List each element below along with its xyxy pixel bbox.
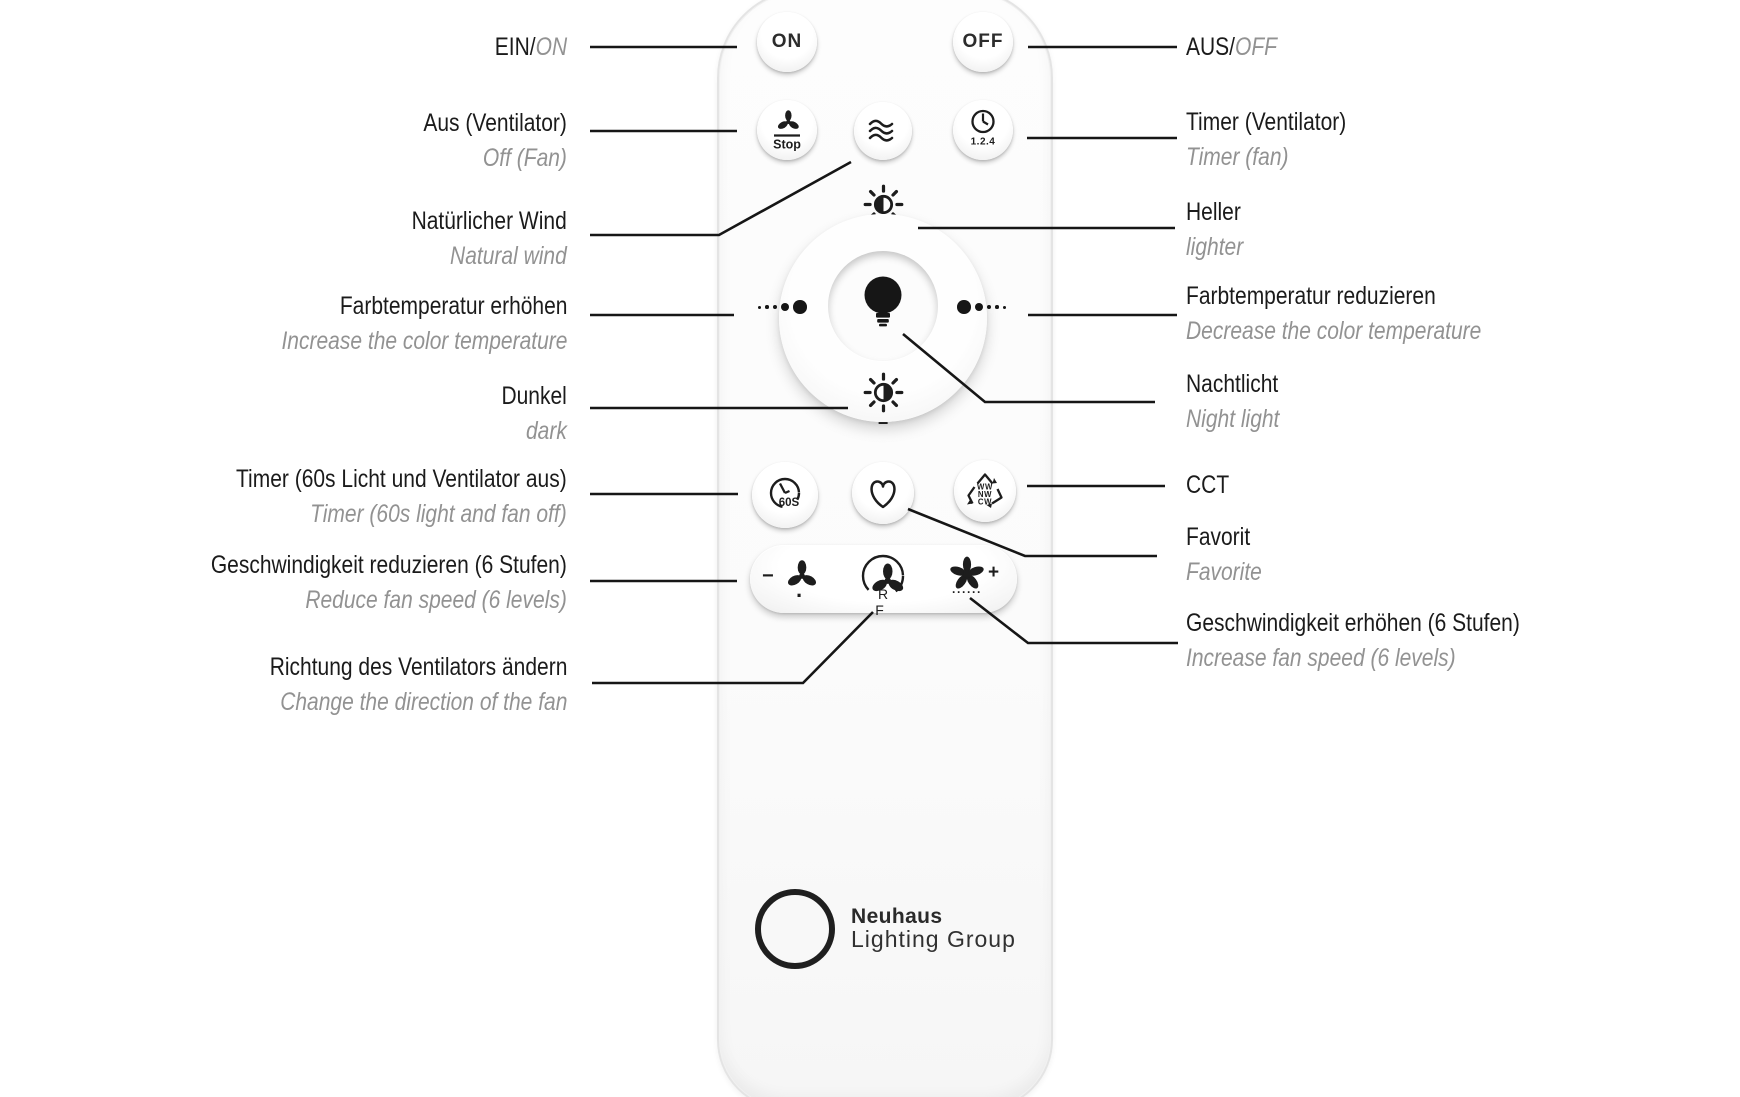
label-farbtemp-erhoehen: Farbtemperatur erhöhen Increase the color temperature xyxy=(281,292,567,355)
color-temp-down-button[interactable] xyxy=(957,297,1006,317)
on-label: ON xyxy=(771,31,803,52)
color-temp-up-button[interactable] xyxy=(758,297,807,317)
power-off-button[interactable] xyxy=(953,12,1013,72)
cct-button[interactable] xyxy=(954,460,1016,522)
favorite-button[interactable] xyxy=(852,462,914,524)
clock-124-icon xyxy=(960,106,1006,154)
label-nachtlicht: Nachtlicht Night light xyxy=(1186,370,1280,433)
rf-label: R F xyxy=(875,586,896,618)
fan-speed-pill xyxy=(750,545,1017,618)
dot xyxy=(957,300,971,314)
dot xyxy=(1003,306,1006,309)
timer-60s-icon xyxy=(759,470,811,520)
label-natuerlicher-wind: Natürlicher Wind Natural wind xyxy=(411,207,567,270)
dot xyxy=(987,305,992,310)
fan-timer-button[interactable] xyxy=(953,100,1013,160)
minus-glyph: − xyxy=(877,413,889,433)
label-aus-off xyxy=(1186,30,1277,65)
dot xyxy=(758,306,761,309)
dot xyxy=(975,303,983,311)
svg-text:WW: WW xyxy=(977,482,993,492)
minus-glyph: − xyxy=(762,565,774,587)
dot xyxy=(995,305,999,309)
label-heller: Heller lighter xyxy=(1186,198,1244,261)
label-dunkel: Dunkel dark xyxy=(501,382,567,445)
label-favorit: Favorit Favorite xyxy=(1186,523,1262,586)
svg-text:NW: NW xyxy=(977,490,993,499)
dot xyxy=(793,300,807,314)
sun-half-dim-icon xyxy=(862,371,905,414)
off-label: OFF xyxy=(962,31,1004,52)
label-farbtemp-reduzieren: Farbtemperatur reduzieren Decrease the color temperature xyxy=(1186,282,1482,345)
wave-icon xyxy=(861,109,905,153)
label-timer-60s: Timer (60s Licht und Ventilator aus) Timer (60s light and fan off) xyxy=(236,465,567,528)
label-de: AUS/OFF xyxy=(1186,33,1278,61)
dots-glyph: ······ xyxy=(952,585,982,599)
fan-stop-button[interactable] xyxy=(757,100,817,160)
dot xyxy=(773,305,778,310)
label-geschwindigkeit-erhoehen: Geschwindigkeit erhöhen (6 Stufen) Increase fan speed (6 levels) xyxy=(1186,609,1520,672)
label-richtung: Richtung des Ventilators ändern Change the direction of the fan xyxy=(269,653,567,716)
brightness-down-button[interactable] xyxy=(861,371,905,433)
dot xyxy=(765,305,769,309)
night-light-button[interactable] xyxy=(859,274,907,328)
power-on-button[interactable] xyxy=(757,12,817,72)
label-geschwindigkeit-reduzieren: Geschwindigkeit reduzieren (6 Stufen) Reduce fan speed (6 levels) xyxy=(210,551,567,614)
logo-text xyxy=(851,906,1016,951)
label-de: EIN/ON xyxy=(494,33,567,61)
timer-60s-button[interactable] xyxy=(752,462,818,528)
label-ein-on xyxy=(495,30,567,65)
svg-text:60S: 60S xyxy=(778,497,800,509)
svg-text:CW: CW xyxy=(977,497,993,507)
natural-wind-button[interactable] xyxy=(854,102,912,160)
plus-glyph: + xyxy=(988,562,1000,583)
fan-stop-icon xyxy=(764,106,810,154)
label-aus-ventilator: Aus (Ventilator) Off (Fan) xyxy=(423,109,567,172)
svg-text:1.2.4: 1.2.4 xyxy=(970,136,996,148)
logo-ring-icon xyxy=(755,889,835,969)
label-cct: CCT xyxy=(1186,471,1230,499)
dot-glyph: · xyxy=(796,583,804,608)
heart-icon xyxy=(860,471,906,515)
brand-group: Lighting Group xyxy=(851,926,1016,952)
bulb-icon xyxy=(859,274,907,328)
label-timer-ventilator: Timer (Ventilator) Timer (fan) xyxy=(1186,108,1347,171)
dot xyxy=(781,303,789,311)
cct-recycle-icon xyxy=(961,467,1009,515)
svg-text:Stop: Stop xyxy=(773,137,801,152)
brand-name: Neuhaus xyxy=(851,905,943,928)
